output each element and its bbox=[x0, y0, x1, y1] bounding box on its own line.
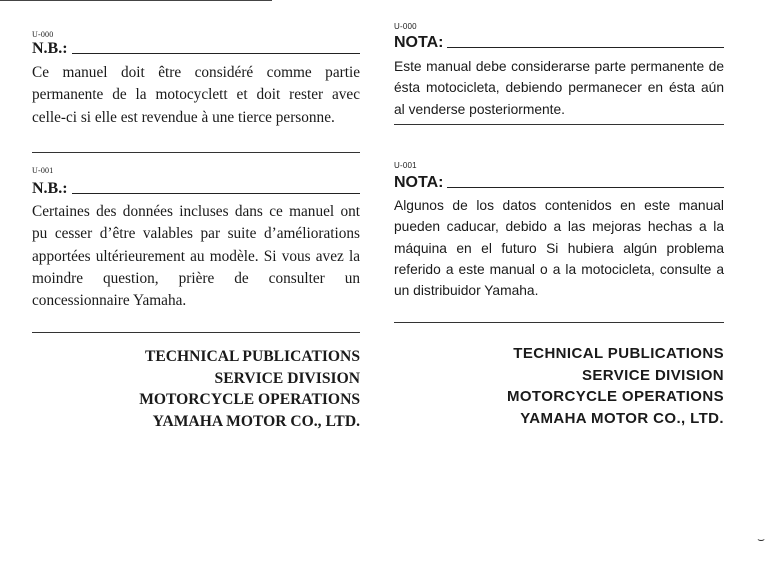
publisher-line: SERVICE DIVISION bbox=[582, 366, 724, 384]
note-label: NOTA: bbox=[394, 174, 444, 191]
note-heading bbox=[32, 40, 360, 58]
note-label: N.B.: bbox=[32, 180, 68, 197]
divider bbox=[394, 124, 724, 125]
note-text: Ce manuel doit être considéré comme partie permanente de la motocyclett et doit rester avec celle-ci si elle est revendue à une tierce personne. bbox=[32, 64, 360, 126]
top-edge-rule bbox=[0, 0, 272, 1]
publisher-line: SERVICE DIVISION bbox=[214, 369, 360, 387]
note-text: Este manual debe considerarse parte permanente de ésta motocicleta, debiendo permanecer en ésta aún al venderse posteriormente. bbox=[394, 59, 724, 117]
section-code: U-001 bbox=[394, 161, 417, 170]
publisher-line: MOTORCYCLE OPERATIONS bbox=[139, 391, 360, 408]
publisher-line: TECHNICAL PUBLICATIONS bbox=[144, 348, 360, 365]
note-label: NOTA: bbox=[394, 34, 444, 51]
note-heading bbox=[32, 180, 360, 198]
page-corner-mark: ⌣ bbox=[757, 532, 765, 546]
heading-rule bbox=[72, 53, 360, 54]
section-code: U-000 bbox=[394, 22, 417, 31]
publisher-line: YAMAHA MOTOR CO., LTD. bbox=[520, 409, 724, 427]
note-label: N.B.: bbox=[32, 40, 68, 57]
heading-rule bbox=[72, 193, 360, 194]
publisher-line: MOTORCYCLE OPERATIONS bbox=[506, 388, 724, 405]
divider bbox=[32, 332, 360, 333]
note-heading bbox=[394, 34, 724, 52]
heading-rule bbox=[447, 47, 724, 48]
section-code: U-001 bbox=[32, 166, 54, 175]
note-heading bbox=[394, 174, 724, 192]
divider bbox=[394, 322, 724, 323]
publisher-line: TECHNICAL PUBLICATIONS bbox=[513, 345, 724, 362]
publisher-block bbox=[394, 343, 724, 429]
publisher-block bbox=[32, 346, 360, 432]
heading-rule bbox=[447, 187, 724, 188]
divider bbox=[32, 152, 360, 153]
note-text: Certaines des données incluses dans ce manuel ont pu cesser d’être valables par suite d’améliorations apportées ultérieurement au modèle. Si vous avez la moindre question, prière de consulter un concessionnaire Yamaha. bbox=[32, 203, 360, 310]
note-text: Algunos de los datos contenidos en este manual pueden caducar, debido a las mejoras hechas a la máquina en el futuro Si hubiera algún problema referido a este manual o a la motocicleta, consulte a un distribuidor Yamaha. bbox=[394, 198, 724, 299]
section-code: U-000 bbox=[32, 30, 54, 39]
publisher-line: YAMAHA MOTOR CO., LTD. bbox=[152, 412, 360, 430]
